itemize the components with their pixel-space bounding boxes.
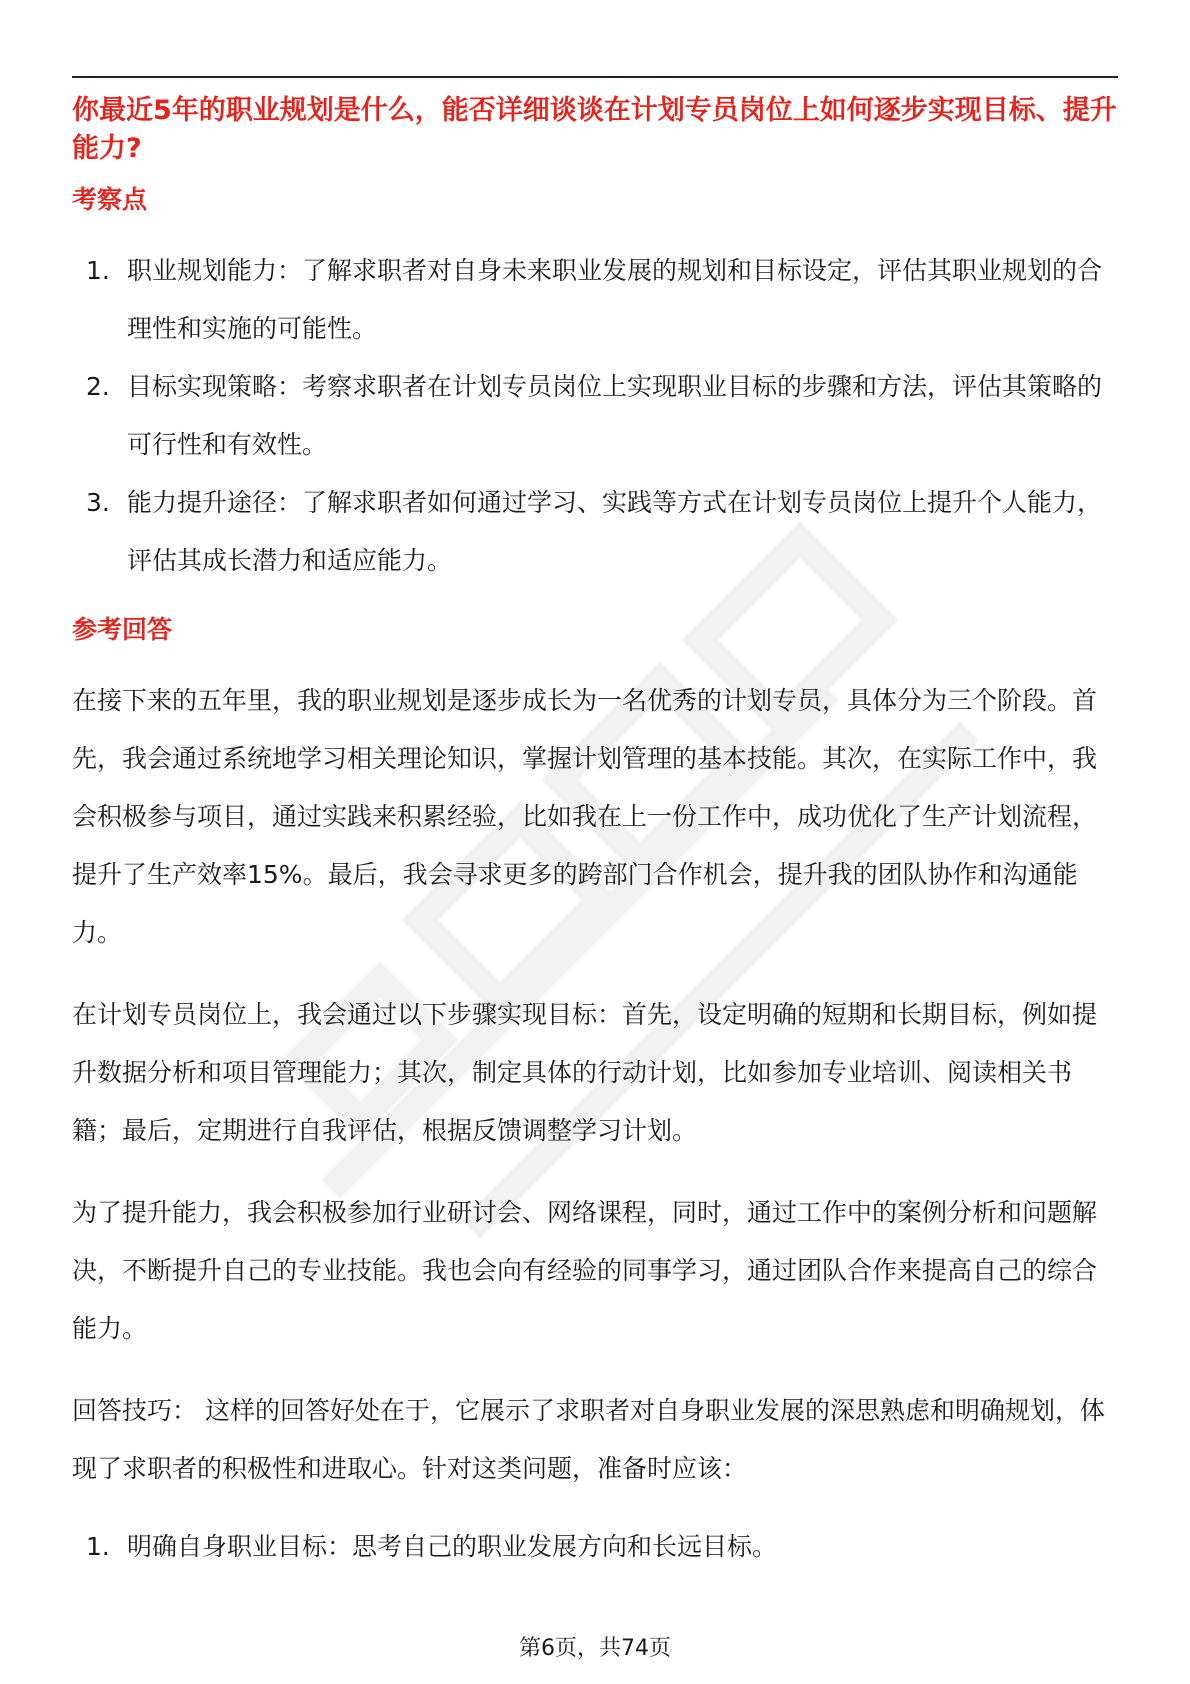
list-item-text: 能力提升途径：了解求职者如何通过学习、实践等方式在计划专员岗位上提升个人能力，评估其成长潜力和适应能力。	[127, 488, 1103, 575]
answer-paragraph: 在计划专员岗位上，我会通过以下步骤实现目标：首先，设定明确的短期和长期目标，例如提升数据分析和项目管理能力；其次，制定具体的行动计划，比如参加专业培训、阅读相关书籍；最后，定期进行自我评估，根据反馈调整学习计划。	[72, 1000, 1098, 1145]
list-item	[72, 474, 1118, 590]
answer-tips-paragraph: 回答技巧： 这样的回答好处在于，它展示了求职者对自身职业发展的深思熟虑和明确规划，体现了求职者的积极性和进取心。针对这类问题，准备时应该：	[72, 1396, 1105, 1483]
answer-paragraph: 为了提升能力，我会积极参加行业研讨会、网络课程，同时，通过工作中的案例分析和问题解决，不断提升自己的专业技能。我也会向有经验的同事学习，通过团队合作来提高自己的综合能力。	[72, 1198, 1098, 1343]
list-item-number: 3.	[86, 488, 110, 517]
list-item	[72, 1518, 1118, 1576]
list-item-number: 1.	[86, 1532, 110, 1561]
page-number-footer: 第6页，共74页	[519, 1636, 671, 1661]
list-item-number: 1.	[86, 256, 110, 285]
page-content	[72, 92, 1118, 1576]
list-item-text: 职业规划能力：了解求职者对自身未来职业发展的规划和目标设定，评估其职业规划的合理性和实施的可能性。	[127, 256, 1103, 343]
top-divider	[72, 76, 1118, 78]
examination-points-list	[72, 242, 1118, 590]
list-item	[72, 358, 1118, 474]
question-title: 你最近5年的职业规划是什么，能否详细谈谈在计划专员岗位上如何逐步实现目标、提升能力?	[72, 95, 1117, 164]
list-item-text: 明确自身职业目标：思考自己的职业发展方向和长远目标。	[127, 1532, 778, 1561]
list-item-number: 2.	[86, 372, 110, 401]
list-item-text: 目标实现策略：考察求职者在计划专员岗位上实现职业目标的步骤和方法，评估其策略的可行性和有效性。	[127, 372, 1103, 459]
answer-tips-list	[72, 1518, 1118, 1576]
examination-points-heading: 考察点	[72, 185, 148, 214]
list-item	[72, 242, 1118, 358]
answer-paragraph: 在接下来的五年里，我的职业规划是逐步成长为一名优秀的计划专员，具体分为三个阶段。首先，我会通过系统地学习相关理论知识，掌握计划管理的基本技能。其次，在实际工作中，我会积极参与项目，通过实践来积累经验，比如我在上一份工作中，成功优化了生产计划流程，提升了生产效率15%。最后，我会寻求更多的跨部门合作机会，提升我的团队协作和沟通能力。	[72, 686, 1098, 947]
reference-answer-heading: 参考回答	[72, 615, 173, 644]
